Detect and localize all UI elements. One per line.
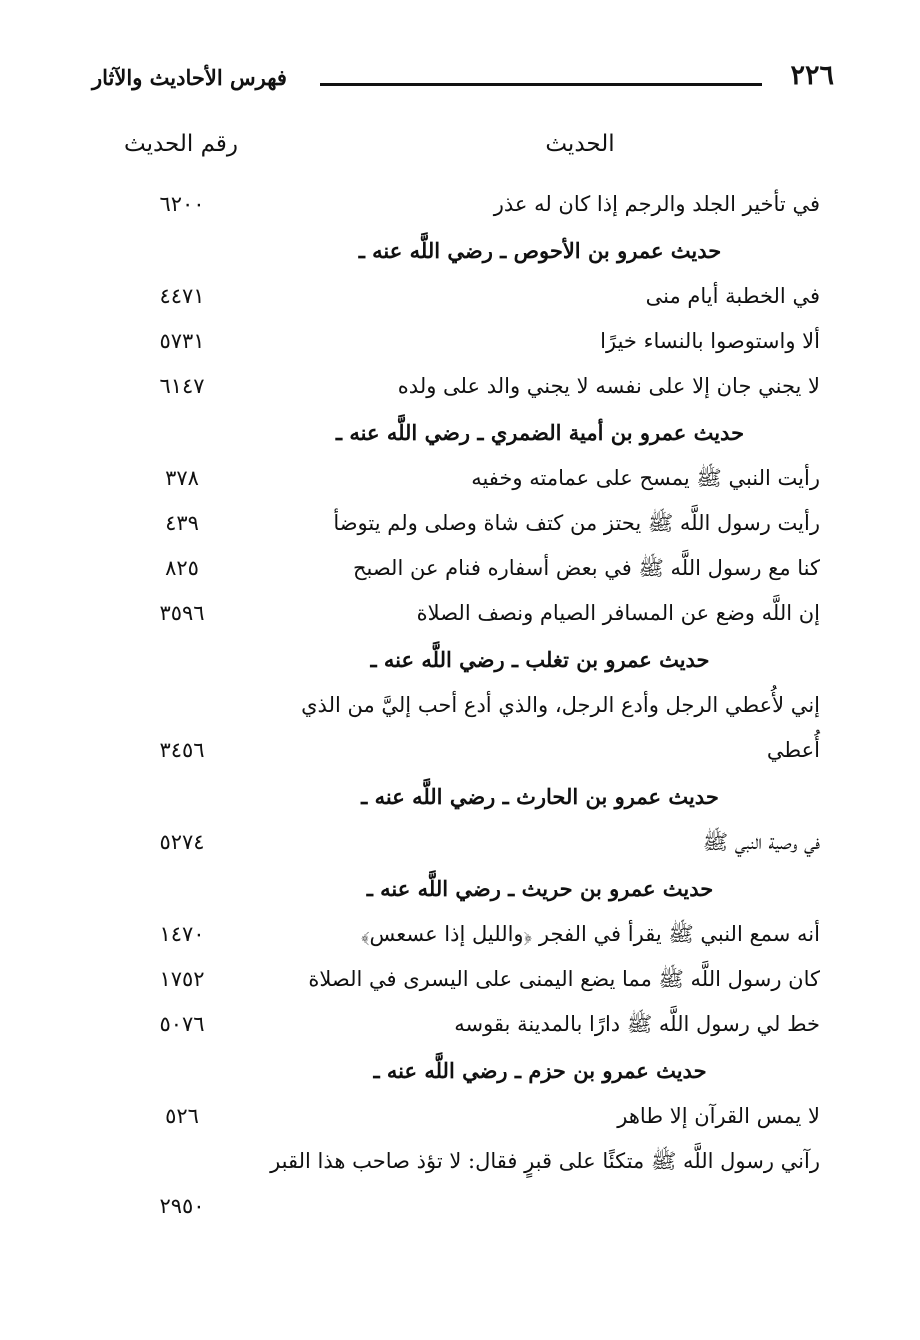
hadith-text: في الخطبة أيام منى bbox=[645, 284, 820, 308]
hadith-entry bbox=[92, 957, 834, 1002]
hadith-text: أنه سمع النبي ﷺ يقرأ في الفجر ﴿والليل إذا عسعس﴾ bbox=[360, 922, 820, 946]
hadith-number: ٥٧٣١ bbox=[159, 329, 205, 353]
hadith-entry bbox=[92, 1094, 834, 1139]
number-column-header: رقم الحديث bbox=[123, 131, 239, 157]
hadith-entry bbox=[92, 274, 834, 319]
hadith-number: ٨٢٥ bbox=[165, 556, 199, 580]
narrator-section-heading bbox=[92, 865, 834, 912]
hadith-entry bbox=[92, 546, 834, 591]
hadith-column-header: الحديث bbox=[545, 131, 615, 157]
hadith-text: إن اللَّه وضع عن المسافر الصيام ونصف الصلاة bbox=[416, 601, 820, 625]
narrator-section-heading bbox=[92, 636, 834, 683]
hadith-text: ألا واستوصوا بالنساء خيرًا bbox=[600, 329, 820, 353]
section-title: حديث عمرو بن حزم ـ رضي اللَّه عنه ـ bbox=[373, 1058, 707, 1083]
hadith-text: كان رسول اللَّه ﷺ مما يضع اليمنى على اليسرى في الصلاة bbox=[308, 967, 820, 991]
section-title: حديث عمرو بن الأحوص ـ رضي اللَّه عنه ـ bbox=[358, 238, 722, 263]
hadith-entry bbox=[92, 182, 834, 227]
page-number: ٢٢٦ bbox=[790, 60, 834, 91]
page-header bbox=[92, 58, 834, 98]
header-rule bbox=[320, 83, 762, 86]
hadith-entry bbox=[92, 683, 834, 773]
hadith-number: ١٧٥٢ bbox=[159, 967, 205, 991]
hadith-number: ٤٣٩ bbox=[165, 511, 199, 535]
hadith-text: في وصية النبي ﷺ bbox=[702, 830, 820, 854]
narrator-section-heading bbox=[92, 1047, 834, 1094]
column-headers bbox=[92, 126, 834, 166]
hadith-text: كنا مع رسول اللَّه ﷺ في بعض أسفاره فنام عن الصبح bbox=[352, 556, 820, 580]
hadith-entry bbox=[92, 456, 834, 501]
hadith-number: ٢٩٥٠ bbox=[159, 1194, 205, 1218]
hadith-entry bbox=[92, 820, 834, 865]
hadith-number: ٣٤٥٦ bbox=[159, 738, 205, 762]
hadith-text: رآني رسول اللَّه ﷺ متكئًا على قبرٍ فقال: لا تؤذ صاحب هذا القبر bbox=[270, 1149, 820, 1173]
narrator-section-heading bbox=[92, 409, 834, 456]
hadith-number: ٥٢٦ bbox=[165, 1104, 199, 1128]
hadith-number: ٥٠٧٦ bbox=[159, 1012, 205, 1036]
hadith-entry bbox=[92, 364, 834, 409]
hadith-index-list bbox=[92, 182, 834, 1229]
section-title: حديث عمرو بن الحارث ـ رضي اللَّه عنه ـ bbox=[361, 784, 719, 809]
hadith-text: خط لي رسول اللَّه ﷺ دارًا بالمدينة بقوسه bbox=[454, 1012, 820, 1036]
hadith-text: رأيت النبي ﷺ يمسح على عمامته وخفيه bbox=[471, 466, 820, 490]
running-title: فهرس الأحاديث والآثار bbox=[92, 65, 287, 90]
hadith-entry bbox=[92, 501, 834, 546]
hadith-text: في تأخير الجلد والرجم إذا كان له عذر bbox=[493, 192, 820, 216]
narrator-section-heading bbox=[92, 227, 834, 274]
hadith-number: ٥٢٧٤ bbox=[159, 830, 205, 854]
hadith-number: ٦١٤٧ bbox=[159, 374, 205, 398]
hadith-number: ٤٤٧١ bbox=[159, 284, 205, 308]
hadith-entry bbox=[92, 591, 834, 636]
hadith-number: ٣٥٩٦ bbox=[159, 601, 205, 625]
section-title: حديث عمرو بن حريث ـ رضي اللَّه عنه ـ bbox=[366, 876, 714, 901]
hadith-number: ١٤٧٠ bbox=[159, 922, 205, 946]
hadith-number: ٦٢٠٠ bbox=[159, 192, 205, 216]
section-title: حديث عمرو بن أمية الضمري ـ رضي اللَّه عنه ـ bbox=[335, 420, 745, 445]
hadith-text: إني لأُعطي الرجل وأدع الرجل، والذي أدع أحب إليَّ من الذي أُعطي bbox=[301, 693, 820, 762]
hadith-text: لا يجني جان إلا على نفسه لا يجني والد على ولده bbox=[397, 374, 820, 398]
hadith-text: رأيت رسول اللَّه ﷺ يحتز من كتف شاة وصلى ولم يتوضأ bbox=[333, 511, 820, 535]
hadith-entry bbox=[92, 1002, 834, 1047]
hadith-entry bbox=[92, 319, 834, 364]
narrator-section-heading bbox=[92, 773, 834, 820]
hadith-text: لا يمس القرآن إلا طاهر bbox=[617, 1104, 820, 1128]
section-title: حديث عمرو بن تغلب ـ رضي اللَّه عنه ـ bbox=[370, 647, 710, 672]
hadith-entry bbox=[92, 1139, 834, 1229]
hadith-entry bbox=[92, 912, 834, 957]
hadith-number: ٣٧٨ bbox=[165, 466, 199, 490]
